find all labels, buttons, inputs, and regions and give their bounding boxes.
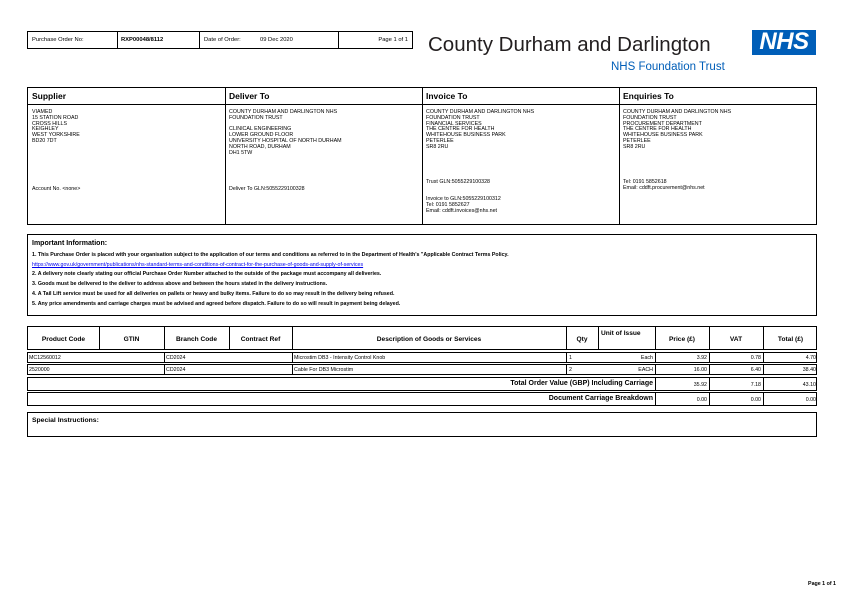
col-gtin: GTIN [123, 336, 140, 343]
divider [225, 88, 226, 224]
table-row [27, 352, 817, 363]
total-price: 35.92 [693, 382, 707, 388]
col-contract-ref: Contract Ref [240, 336, 281, 343]
deliver-to-title: Deliver To [229, 91, 270, 101]
supplier-address: VIAMED 15 STATION ROAD CROSS HILLS KEIGHLEY WEST YORKSHIRE BD20 7DT [32, 109, 80, 144]
cell-total: 4.70 [805, 355, 816, 361]
important-line-4: 4. A Tail Lift service must be used for all deliveries on pallets or heavy and bulky items. Failure to do so may result in the delivery being refused. [32, 291, 395, 297]
divider [117, 32, 118, 48]
page-label: Page 1 of 1 [378, 37, 408, 43]
carriage-price: 0.00 [696, 397, 707, 403]
col-description: Description of Goods or Services [376, 336, 482, 343]
important-line-3: 3. Goods must be delivered to the deliver to address above and between the hours stated in the delivery instructions. [32, 281, 328, 287]
po-number: RXP00048/8112 [121, 37, 164, 43]
cell-product-code: 2520000 [29, 367, 50, 373]
enquiries-to-contact: Tel: 0191 5852618 Email: cddft.procurement@nhs.net [623, 179, 705, 191]
divider [598, 327, 599, 349]
cell-branch-code: CD2024 [166, 355, 186, 361]
cell-description: Microstim DB3 - Intensity Control Knob [294, 355, 386, 361]
col-unit: Unit of Issue [601, 330, 641, 337]
cell-unit: EACH [638, 367, 653, 373]
cell-unit: Each [640, 355, 653, 361]
cell-branch-code: CD2024 [166, 367, 186, 373]
carriage-row [27, 392, 817, 406]
po-label: Purchase Order No: [32, 37, 84, 43]
cell-price: 16.00 [693, 367, 707, 373]
total-total: 43.10 [802, 382, 816, 388]
total-row [27, 377, 817, 391]
special-instructions [27, 412, 817, 437]
divider [292, 353, 293, 362]
nhs-logo [752, 30, 816, 55]
cell-total: 38.40 [802, 367, 816, 373]
cell-price: 3.92 [696, 355, 707, 361]
carriage-vat: 0.00 [750, 397, 761, 403]
deliver-to-gln: Deliver To GLN:5055229100328 [229, 186, 305, 192]
supplier-account: Account No. <none> [32, 186, 81, 192]
enquiries-to-title: Enquiries To [623, 91, 674, 101]
terms-link[interactable]: https://www.gov.uk/government/publications/nhs-standard-terms-and-conditions-of-contract-for-the-purchase-of-goods-and-supply-of-services [32, 262, 364, 268]
supplier-title: Supplier [32, 91, 67, 101]
trust-name: NHS Foundation Trust [611, 61, 725, 73]
divider [164, 365, 165, 374]
invoice-to-contact: Invoice to GLN:5055229100312 Tel: 0191 5852627 Email: cddft.invoices@nhs.net [426, 196, 501, 214]
carriage-label: Document Carriage Breakdown [548, 395, 653, 402]
cell-vat: 0.78 [750, 355, 761, 361]
important-line-1: 1. This Purchase Order is placed with your organisation subject to the application of our terms and conditions as referred to in the Department of Health's "Applicable Contract Terms Policy. [32, 252, 509, 258]
org-name: County Durham and Darlington [428, 33, 711, 56]
col-qty: Qty [576, 336, 588, 343]
invoice-to-title: Invoice To [426, 91, 468, 101]
col-price: Price (£) [668, 336, 696, 343]
divider [619, 88, 620, 224]
col-product-code: Product Code [41, 336, 86, 343]
divider [422, 88, 423, 224]
cell-vat: 6.40 [750, 367, 761, 373]
divider [199, 32, 200, 48]
footer-page-number: Page 1 of 1 [808, 581, 836, 587]
nhs-logo-text: NHS [759, 28, 809, 55]
important-line-5: 5. Any price amendments and carriage charges must be advised and agreed before dispatch. Failure to do so will result in payment being delayed. [32, 301, 401, 307]
total-vat: 7.18 [750, 382, 761, 388]
col-total: Total (£) [777, 336, 804, 343]
divider [338, 32, 339, 48]
important-title: Important Information: [32, 240, 108, 247]
col-branch-code: Branch Code [175, 336, 218, 343]
divider [164, 353, 165, 362]
table-header-row [27, 326, 817, 350]
address-section [27, 87, 817, 225]
divider [292, 365, 293, 374]
divider [566, 353, 567, 362]
total-label: Total Order Value (GBP) Including Carriage [510, 380, 653, 387]
cell-qty: 2 [569, 367, 572, 373]
invoice-to-trust-gln: Trust GLN:5055229100328 [426, 179, 490, 185]
important-line-2: 2. A delivery note clearly stating our official Purchase Order Number attached to the outside of the package must accompany all deliveries. [32, 271, 382, 277]
date-value: 09 Dec 2020 [260, 37, 293, 43]
invoice-to-address: COUNTY DURHAM AND DARLINGTON NHS FOUNDATION TRUST FINANCIAL SERVICES THE CENTRE FOR HEALTH WHITEHOUSE BUSINESS PARK PETERLEE SR8 2RU [426, 109, 535, 150]
cell-product-code: MC12560012 [29, 355, 61, 361]
cell-qty: 1 [569, 355, 572, 361]
carriage-total: 0.00 [805, 397, 816, 403]
deliver-to-address: COUNTY DURHAM AND DARLINGTON NHS FOUNDATION TRUST CLINICAL ENGINEERING LOWER GROUND FLOOR UNIVERSITY HOSPITAL OF NORTH DURHAM NORTH ROAD, DURHAM DH1 5TW [229, 109, 342, 156]
special-title: Special Instructions: [32, 417, 99, 424]
important-info [27, 234, 817, 316]
table-row [27, 364, 817, 375]
cell-description: Cable For DB3 Microstim [294, 367, 354, 373]
date-label: Date of Order: [204, 37, 241, 43]
enquiries-to-address: COUNTY DURHAM AND DARLINGTON NHS FOUNDATION TRUST PROCUREMENT DEPARTMENT THE CENTRE FOR HEALTH WHITEHOUSE BUSINESS PARK PETERLEE SR8 2RU [623, 109, 732, 150]
order-header [27, 31, 413, 49]
col-vat: VAT [729, 336, 743, 343]
divider [566, 365, 567, 374]
items-table [27, 326, 817, 407]
